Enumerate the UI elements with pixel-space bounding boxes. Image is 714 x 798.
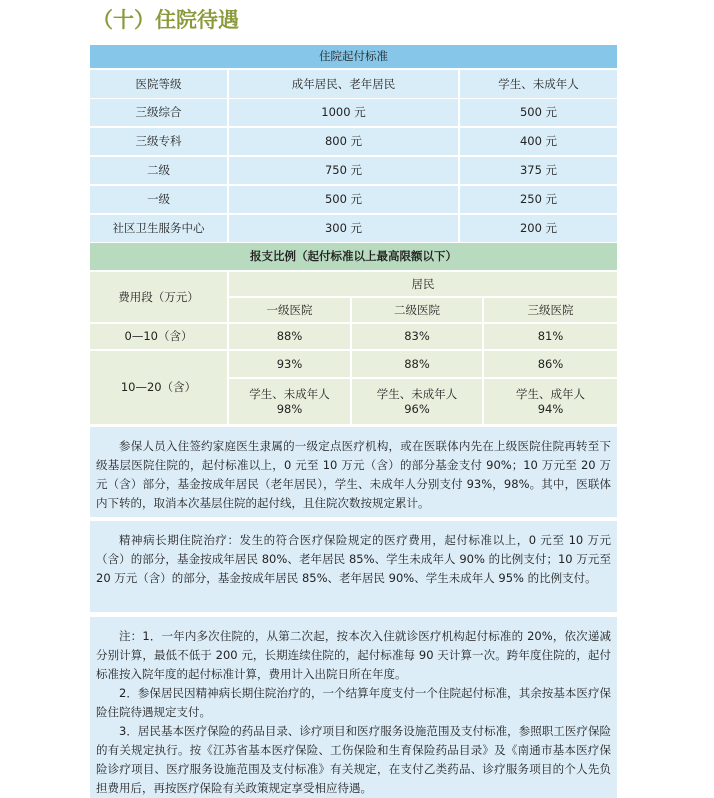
- rate-cell: 83%: [352, 324, 482, 349]
- level-header: 二级医院: [352, 298, 482, 322]
- note: 2．参保居民因精神病长期住院治疗的，一个结算年度支付一个住院起付标准，其余按基本医疗保险住院待遇规定支付。: [96, 686, 611, 719]
- deductible-cell: 300 元: [229, 215, 458, 242]
- table1-header: 成年居民、老年居民: [229, 70, 458, 98]
- deductible-cell: 500 元: [229, 186, 458, 213]
- level-header: 三级医院: [484, 298, 617, 322]
- student-rate-cell: [229, 379, 350, 424]
- student-rate: 94%: [537, 401, 564, 416]
- psychiatric-paragraph: [90, 521, 617, 612]
- table1-header: 医院等级: [90, 70, 227, 98]
- table1-header: 学生、未成年人: [460, 70, 617, 98]
- student-label: 学生、未成年人: [376, 386, 458, 401]
- notes-box: [90, 617, 617, 798]
- rate-cell: 88%: [352, 351, 482, 377]
- deductible-cell: 250 元: [460, 186, 617, 213]
- rate-cell: 88%: [229, 324, 350, 349]
- hospital-level-cell: 社区卫生服务中心: [90, 215, 227, 242]
- paragraph-text: 精神病长期住院治疗：发生的符合医疗保险规定的医疗费用，起付标准以上，0 元至 10 万元（含）的部分，基金按成年居民 80%、老年居民 85%、学生未成年人 90% 的比例支付；10 万元至 20 万元（含）的部分，基金按成年居民 85%、老年居民 90%、学生未成年人 95% 的比例支付。: [96, 533, 611, 585]
- rate-cell: 93%: [229, 351, 350, 377]
- student-rate: 96%: [404, 401, 430, 416]
- hospital-level-cell: 一级: [90, 186, 227, 213]
- hospital-level-cell: 三级综合: [90, 99, 227, 126]
- level-header: 一级医院: [229, 298, 350, 322]
- family-doctor-paragraph: [90, 427, 617, 517]
- section-title: （十）住院待遇: [92, 8, 239, 32]
- student-rate: 98%: [276, 401, 303, 416]
- student-label: 学生、未成年人: [249, 386, 330, 401]
- band-label: 10—20（含）: [90, 351, 227, 424]
- deductible-cell: 1000 元: [229, 99, 458, 126]
- student-label: 学生、成年人: [516, 386, 585, 401]
- deductible-cell: 800 元: [229, 128, 458, 155]
- rate-cell: 81%: [484, 324, 617, 349]
- deductible-cell: 400 元: [460, 128, 617, 155]
- group-header: 居民: [229, 272, 617, 296]
- table2-caption: 报支比例（起付标准以上最高限额以下）: [90, 243, 617, 270]
- deductible-cell: 200 元: [460, 215, 617, 242]
- row-header: 费用段（万元）: [90, 272, 227, 322]
- table1-caption: 住院起付标准: [90, 45, 617, 68]
- rate-cell: 86%: [484, 351, 617, 377]
- deductible-cell: 375 元: [460, 157, 617, 184]
- student-rate-cell: [352, 379, 482, 424]
- deductible-cell: 500 元: [460, 99, 617, 126]
- note: 3．居民基本医疗保险的药品目录、诊疗项目和医疗服务设施范围及支付标准，参照职工医疗保险的有关规定执行。按《江苏省基本医疗保险、工伤保险和生育保险药品目录》及《南通市基本医疗保险诊疗项目、医疗服务设施范围及支付标准》有关规定，在支付乙类药品、诊疗服务项目的个人先负担费用后，再按医疗保险有关政策规定享受相应待遇。: [96, 724, 611, 795]
- band-label: 0—10（含）: [90, 324, 227, 349]
- note: 注：1．一年内多次住院的，从第二次起，按本次入住就诊医疗机构起付标准的 20%，依次递减分别计算，最低不低于 200 元，长期连续住院的，起付标准每 90 天计算一次。跨年度住院的，起付标准按入院年度的起付标准计算，费用计入出院日所在年度。: [96, 629, 611, 681]
- hospital-level-cell: 二级: [90, 157, 227, 184]
- deductible-cell: 750 元: [229, 157, 458, 184]
- hospital-level-cell: 三级专科: [90, 128, 227, 155]
- student-rate-cell: [484, 379, 617, 424]
- paragraph-text: 参保人员入住签约家庭医生隶属的一级定点医疗机构，或在医联体内先在上级医院住院再转至下级基层医院住院的，起付标准以上，0 元至 10 万元（含）的部分基金支付 90%；10 万元至 20 万元（含）部分，基金按成年居民（老年居民），学生、未成年人分别支付 93%，98%。其中，医联体内下转的，取消本次基层住院的起付线，且住院次数按规定累计。: [96, 439, 611, 510]
